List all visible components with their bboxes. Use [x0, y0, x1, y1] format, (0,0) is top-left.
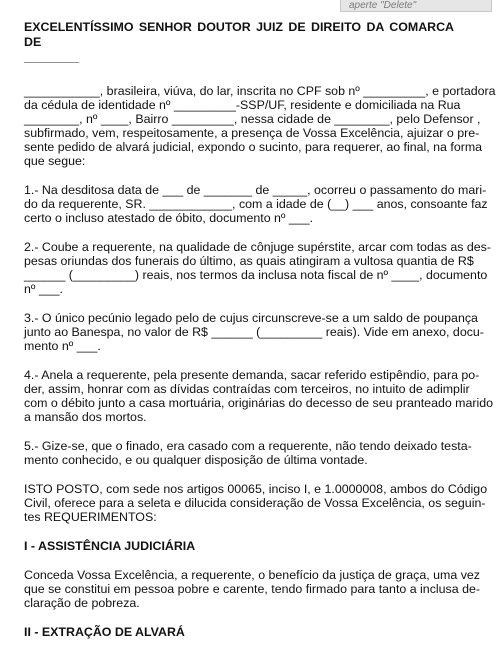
text-line: com o débito junto a casa mortuária, originárias do decesso de seu pranteado marido — [24, 396, 494, 410]
paragraph-2 — [24, 240, 492, 296]
text-line: que segue: — [24, 154, 86, 168]
text-line: 2.- Coube a requerente, na qualidade de cônjuge supérstite, arcar com todas as des- — [24, 240, 492, 254]
requests-intro-paragraph — [24, 482, 488, 524]
paragraph-5 — [24, 439, 472, 467]
text-line: do da requerente, SR. ____________, com a idade de (__) ___ anos, consoante faz — [24, 197, 488, 211]
text-line: tes REQUERIMENTOS: — [24, 510, 157, 524]
text-line: mento nº ___. — [24, 339, 101, 353]
text-line: Conceda Vossa Excelência, a requerente, o benefício da justiça de graça, uma vez — [24, 568, 480, 582]
text-line: claração de pobreza. — [24, 596, 140, 610]
legal-aid-paragraph — [24, 568, 480, 610]
text-line: mento conhecido, e ou qualquer disposição de última vontade. — [24, 453, 368, 467]
text-line: da cédula de identidade nº _________-SSP/UF, residente e domiciliada na Rua — [24, 98, 461, 112]
section-title-legal-aid: I - ASSISTÊNCIA JUDICIÁRIA — [24, 539, 196, 553]
text-line: 1.- Na desditosa data de ___ de _______ de _____, ocorreu o passamento do mari- — [24, 183, 487, 197]
text-line: ___________, brasileira, viúva, do lar, inscrita no CPF sob nº _________, e portadora — [24, 84, 496, 98]
text-line: pesas oriundas dos funerais do último, as quais atingiram a vultosa quantia de R$ — [24, 254, 474, 268]
text-line: certo o incluso atestado de óbito, documento nº ___. — [24, 211, 314, 225]
text-line: Civil, oferece para a seleta e dilucida consideração de Vossa Excelência, os seguin- — [24, 496, 486, 510]
paragraph-3 — [24, 311, 484, 353]
text-line: ______ (_________) reais, nos termos da inclusa nota fiscal de nº ____, documento — [24, 268, 488, 282]
text-line: der, assim, honrar com as dívidas contraídas com terceiros, no intuito de adimplir — [24, 382, 470, 396]
intro-paragraph — [24, 84, 496, 168]
text-line: ISTO POSTO, com sede nos artigos 00065, inciso I, e 1.0000008, ambos do Código — [24, 482, 488, 496]
text-line: subfirmado, vem, respeitosamente, a presença de Vossa Excelência, ajuizar o pre- — [24, 126, 480, 140]
text-line: a mansão dos mortos. — [24, 410, 147, 424]
petition-document — [24, 20, 496, 654]
text-line: junto ao Banespa, no valor de R$ ______ (_________ reais). Vide em anexo, docu- — [24, 325, 484, 339]
text-line: ________, nº ____, Bairro _________, nessa cidade de ________, pelo Defensor , — [24, 112, 481, 126]
text-line: 3.- O único pecúnio legado pelo de cujus circunscreve-se a um saldo de poupança — [24, 311, 478, 325]
hint-banner: aperte "Delete" — [340, 0, 492, 12]
text-line: 4.- Anela a requerente, pela presente demanda, sacar referido estipêndio, para po- — [24, 368, 480, 382]
paragraph-1 — [24, 183, 488, 225]
petition-heading-blank: ________ — [24, 50, 80, 64]
section-title-permit: II - EXTRAÇÃO DE ALVARÁ — [24, 625, 185, 639]
paragraph-4 — [24, 368, 494, 424]
text-line: sente pedido de alvará judicial, expondo o sucinto, para requerer, ao final, na forma — [24, 140, 483, 154]
text-line: 5.- Gize-se, que o finado, era casado com a requerente, não tendo deixado testa- — [24, 439, 472, 453]
text-line: nº ___. — [24, 282, 63, 296]
text-line: que se constitui em pessoa pobre e carente, tendo firmado para tanto a inclusa de- — [24, 582, 480, 596]
petition-heading: EXCELENTÍSSIMO SENHOR DOUTOR JUIZ DE DIREITO DA COMARCA DE — [24, 20, 454, 49]
